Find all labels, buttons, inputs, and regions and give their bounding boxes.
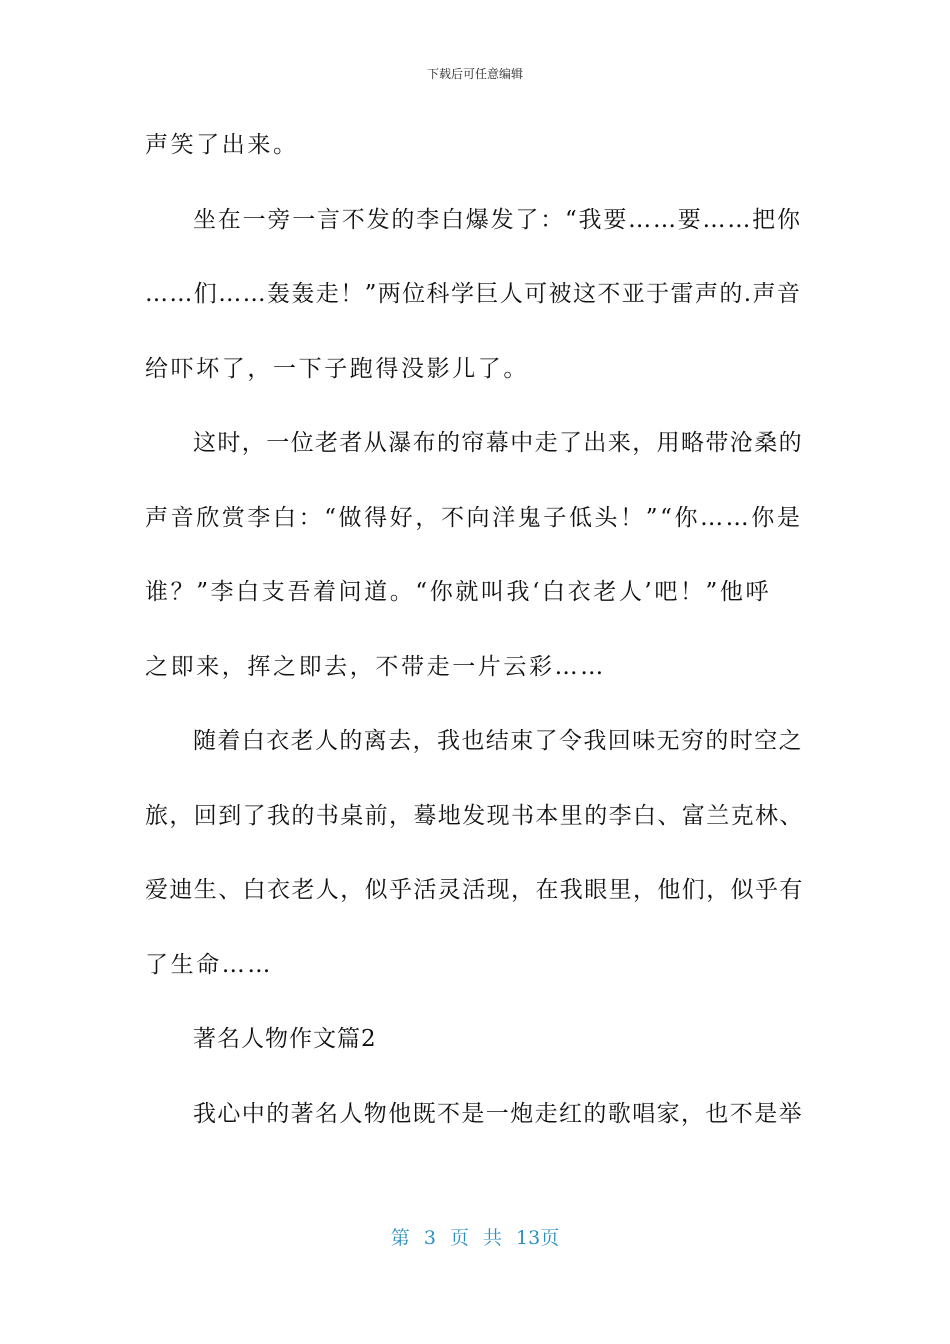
text-line: 坐在一旁一言不发的李白爆发了：“我要……要……把你: [193, 206, 802, 233]
text-line: 随着白衣老人的离去，我也结束了令我回味无穷的时空之: [193, 728, 803, 754]
text-line: 爱迪生、白衣老人，似乎活灵活现，在我眼里，他们，似乎有: [145, 877, 804, 903]
text-line: 这时，一位老者从瀑布的帘幕中走了出来，用略带沧桑的: [193, 430, 803, 456]
text-line: 给吓坏了，一下子跑得没影儿了。: [145, 355, 529, 382]
text-line: 旅，回到了我的书桌前，蓦地发现书本里的李白、富兰克林、: [145, 802, 804, 829]
page-footer: 第 3 页 共 13页: [390, 1227, 560, 1249]
text-line: 了生命……: [145, 951, 273, 978]
text-line: 我心中的著名人物他既不是一炮走红的歌唱家，也不是举: [193, 1100, 803, 1127]
section-heading: 著名人物作文篇2: [193, 1026, 377, 1052]
text-line: ……们……轰轰走！”两位科学巨人可被这不亚于雷声的.声音: [145, 281, 802, 307]
text-line: 声笑了出来。: [145, 132, 299, 158]
text-line: 声音欣赏李白：“做得好，不向洋鬼子低头！”“你……你是: [145, 504, 803, 531]
page-header: 下载后可任意编辑: [426, 67, 523, 81]
body-text: [145, 122, 805, 1165]
text-line: 之即来，挥之即去，不带走一片云彩……: [145, 653, 606, 680]
text-line: 谁？”李白支吾着问道。“你就叫我‘白衣老人’吧！”他呼: [145, 579, 772, 605]
